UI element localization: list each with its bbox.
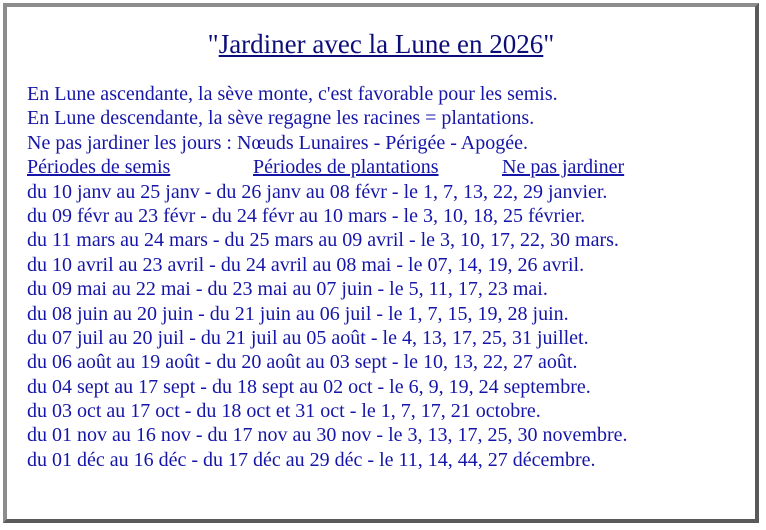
calendar-panel xyxy=(3,3,759,523)
title-quote-open: " xyxy=(207,29,219,59)
page-title xyxy=(7,28,755,60)
intro-line-descending: En Lune descendante, la sève regagne les racines = plantations. xyxy=(27,107,535,130)
title-link[interactable]: Jardiner avec la Lune en 2026 xyxy=(218,29,544,59)
period-row-may: du 09 mai au 22 mai - du 23 mai au 07 juin - le 5, 11, 17, 23 mai. xyxy=(27,278,548,301)
column-header-semis: Périodes de semis xyxy=(27,156,171,179)
period-row-april: du 10 avril au 23 avril - du 24 avril au 08 mai - le 07, 14, 19, 26 avril. xyxy=(27,253,585,276)
period-row-december: du 01 déc au 16 déc - du 17 déc au 29 déc - le 11, 14, 44, 27 décembre. xyxy=(27,448,596,471)
period-row-february: du 09 févr au 23 févr - du 24 févr au 10 mars - le 3, 10, 18, 25 février. xyxy=(27,204,586,227)
column-header-ne-pas-jardiner: Ne pas jardiner xyxy=(502,156,625,179)
intro-line-no-gardening: Ne pas jardiner les jours : Nœuds Lunaires - Périgée - Apogée. xyxy=(27,131,528,154)
column-header-plantations: Périodes de plantations xyxy=(253,156,439,179)
period-row-august: du 06 août au 19 août - du 20 août au 03 sept - le 10, 13, 22, 27 août. xyxy=(27,351,578,374)
period-row-march: du 11 mars au 24 mars - du 25 mars au 09 avril - le 3, 10, 17, 22, 30 mars. xyxy=(27,229,619,252)
calendar-body xyxy=(27,82,627,472)
period-row-june: du 08 juin au 20 juin - du 21 juin au 06 juil - le 1, 7, 15, 19, 28 juin. xyxy=(27,302,569,325)
period-row-july: du 07 juil au 20 juil - du 21 juil au 05 août - le 4, 13, 17, 25, 31 juillet. xyxy=(27,326,589,349)
period-row-september: du 04 sept au 17 sept - du 18 sept au 02 oct - le 6, 9, 19, 24 septembre. xyxy=(27,375,591,398)
column-headers xyxy=(27,155,627,179)
intro-line-ascending: En Lune ascendante, la sève monte, c'est favorable pour les semis. xyxy=(27,83,558,105)
period-row-october: du 03 oct au 17 oct - du 18 oct et 31 oct - le 1, 7, 17, 21 octobre. xyxy=(27,400,541,423)
title-quote-close: " xyxy=(543,29,555,59)
period-row-january: du 10 janv au 25 janv - du 26 janv au 08 févr - le 1, 7, 13, 22, 29 janvier. xyxy=(27,180,608,203)
period-row-november: du 01 nov au 16 nov - du 17 nov au 30 nov - le 3, 13, 17, 25, 30 novembre. xyxy=(27,424,628,447)
